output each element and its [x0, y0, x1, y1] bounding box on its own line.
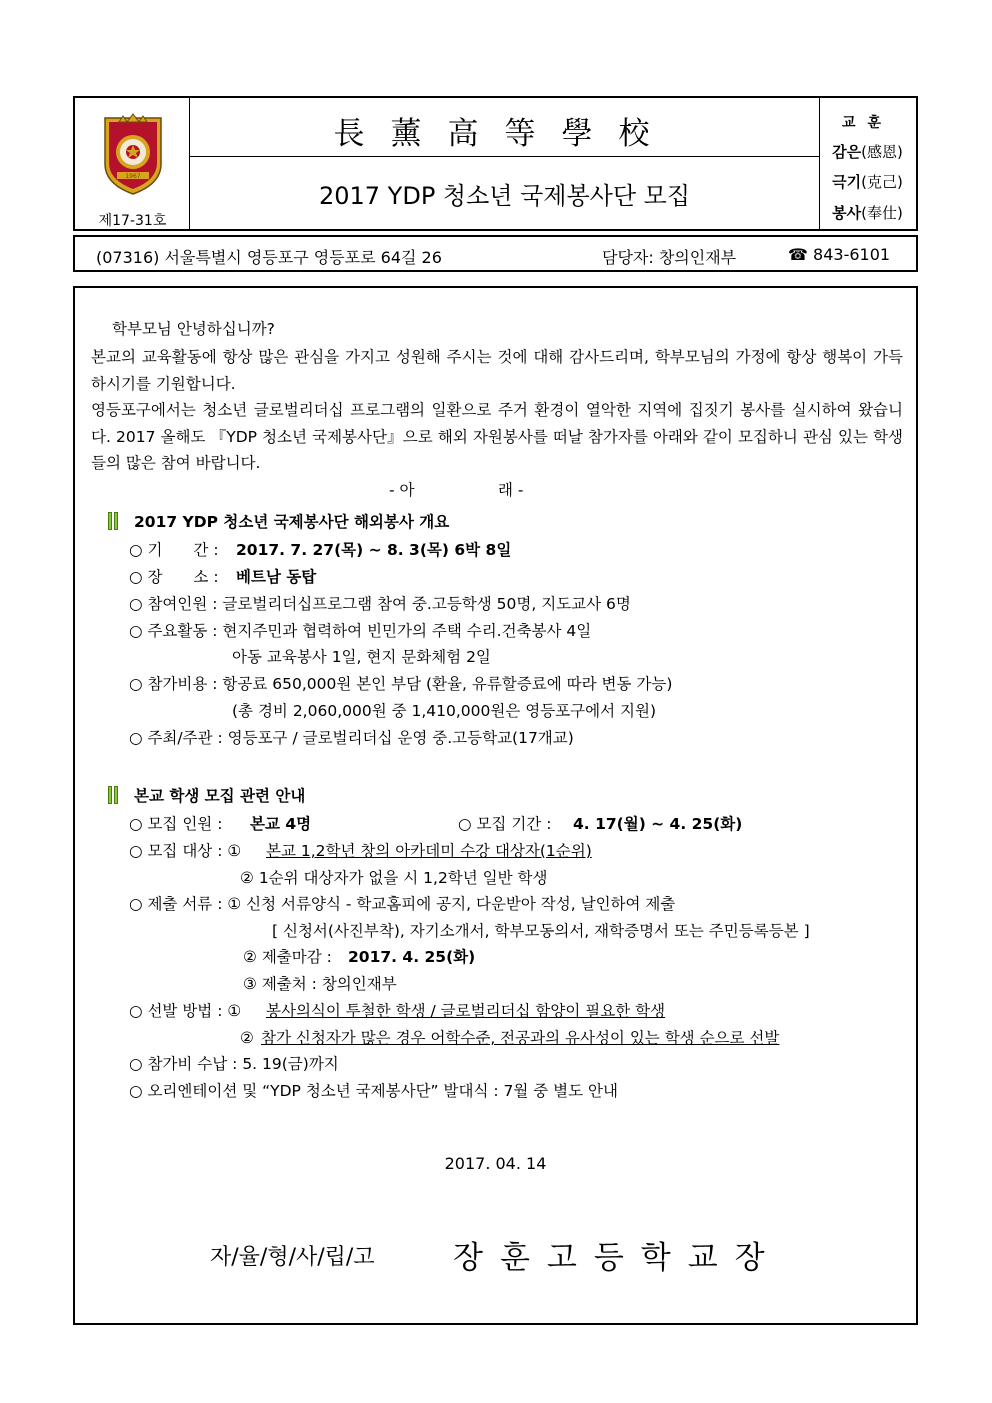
greeting: 학부모님 안녕하십니까?: [112, 320, 275, 338]
target-label: ○ 모집 대상 : ①: [129, 842, 242, 860]
motto-heading: 교훈: [841, 115, 894, 131]
selection-criteria-1: 봉사의식이 투철한 학생 / 글로벌리더십 함양이 필요한 학생: [266, 1002, 666, 1020]
motto-korean: 극기: [832, 173, 862, 191]
documents-line: ○ 제출 서류 : ① 신청 서류양식 - 학교홈피에 공지, 다운받아 작성, 날인하여 제출: [129, 895, 676, 913]
documents-list: [ 신청서(사진부착), 자기소개서, 학부모동의서, 재학증명서 또는 주민등록등본 ]: [272, 922, 810, 940]
activity-line: ○ 주요활동 : 현지주민과 협력하여 빈민가의 주택 수리.건축봉사 4일: [129, 622, 592, 640]
school-name: 長薰高等學校: [333, 115, 676, 152]
principal-signature: 장훈고등학교장: [453, 1240, 782, 1276]
submit-to: ③ 제출처 : 창의인재부: [243, 975, 397, 993]
motto-hanja: (感恩): [861, 143, 903, 161]
document-number: 제17-31호: [98, 213, 167, 229]
fee-line: ○ 참가비 수납 : 5. 19(금)까지: [129, 1055, 339, 1073]
program-paragraph: 영등포구에서는 청소년 글로벌리더십 프로그램의 일환으로 주거 환경이 열악한 지역에 집짓기 봉사를 실시하여 왔습니다. 2017 올해도 『YDP 청소년 국제봉사단』으로 해외 자원봉사를 떠날 참가자를 아래와 같이 모집하니 관심 있는 학생들의 많은 참여 바랍니다.: [91, 401, 903, 472]
selection-label: ○ 선발 방법 : ①: [129, 1002, 242, 1020]
logo-year: 1967: [125, 173, 141, 180]
place-value: 베트남 동탑: [236, 568, 317, 586]
motto-item: [820, 171, 915, 192]
section-marker-icon: [108, 786, 122, 804]
school-emblem-logo: [101, 112, 165, 196]
recruit-period-label: ○ 모집 기간 :: [458, 815, 552, 833]
motto-hanja: (奉仕): [861, 204, 903, 222]
section-marker-icon: [108, 512, 122, 530]
cost-line-2: (총 경비 2,060,000원 중 1,410,000원은 영등포구에서 지원): [232, 702, 657, 720]
notice-heading-right: 래 -: [498, 481, 524, 499]
section1-title: 2017 YDP 청소년 국제봉사단 해외봉사 개요: [134, 513, 450, 531]
motto-item: [820, 141, 915, 162]
contact-person: 담당자: 창의인재부: [602, 248, 737, 267]
phone-icon: ☎: [788, 245, 808, 264]
motto-hanja: (克己): [861, 173, 903, 191]
phone-value: 843-6101: [813, 245, 891, 264]
activity-line-2: 아동 교육봉사 1일, 현지 문화체험 2일: [232, 648, 491, 666]
recruit-label: ○ 모집 인원 :: [129, 815, 223, 833]
section2-title: 본교 학생 모집 관련 안내: [134, 787, 306, 805]
school-address: (07316) 서울특별시 영등포구 영등포로 64길 26: [96, 248, 442, 267]
motto-korean: 감은: [832, 143, 862, 161]
recruit-value: 본교 4명: [250, 815, 312, 833]
phone-number: [788, 245, 890, 264]
motto-cell: [819, 98, 916, 229]
header-divider: [190, 156, 819, 157]
intro-paragraph: 본교의 교육활동에 항상 많은 관심을 가지고 성원해 주시는 것에 대해 감사드리며, 학부모님의 가정에 항상 행복이 가득하시기를 기원합니다.: [91, 348, 903, 393]
document-title: 2017 YDP 청소년 국제봉사단 모집: [318, 181, 691, 210]
target-2: ② 1순위 대상자가 없을 시 1,2학년 일반 학생: [240, 869, 548, 887]
notice-heading-left: - 아: [389, 481, 415, 499]
period-value: 2017. 7. 27(목) ~ 8. 3(목) 6박 8일: [236, 541, 512, 559]
period-label: ○ 기 간 :: [129, 541, 219, 559]
address-bar: [73, 235, 918, 272]
participants-line: ○ 참여인원 : 글로벌리더십프로그램 참여 중.고등학생 50명, 지도교사 6명: [129, 595, 631, 613]
place-label: ○ 장 소 :: [129, 568, 219, 586]
deadline-label: ② 제출마감 :: [243, 948, 332, 966]
motto-korean: 봉사: [832, 204, 862, 222]
document-header: [73, 96, 918, 231]
deadline-value: 2017. 4. 25(화): [348, 948, 476, 966]
document-date: 2017. 04. 14: [444, 1154, 547, 1173]
selection-criteria-2: 참가 신청자가 많은 경우 어학수준, 전공과의 유사성이 있는 학생 순으로 선발: [261, 1029, 780, 1047]
orientation-line: ○ 오리엔테이션 및 “YDP 청소년 국제봉사단” 발대식 : 7월 중 별도 안내: [129, 1082, 618, 1100]
target-1: 본교 1,2학년 창의 아카데미 수강 대상자(1순위): [266, 842, 592, 860]
school-type: 자/율/형/사/립/고: [210, 1245, 375, 1270]
document-body: [73, 286, 918, 1325]
motto-item: [820, 202, 915, 223]
cost-line: ○ 참가비용 : 항공료 650,000원 본인 부담 (환율, 유류할증료에 따라 변동 가능): [129, 675, 673, 693]
logo-cell: [75, 98, 190, 229]
host-line: ○ 주최/주관 : 영등포구 / 글로벌리더십 운영 중.고등학교(17개교): [129, 729, 574, 747]
selection-number-2: ②: [240, 1029, 254, 1047]
recruit-period-value: 4. 17(월) ~ 4. 25(화): [573, 815, 743, 833]
